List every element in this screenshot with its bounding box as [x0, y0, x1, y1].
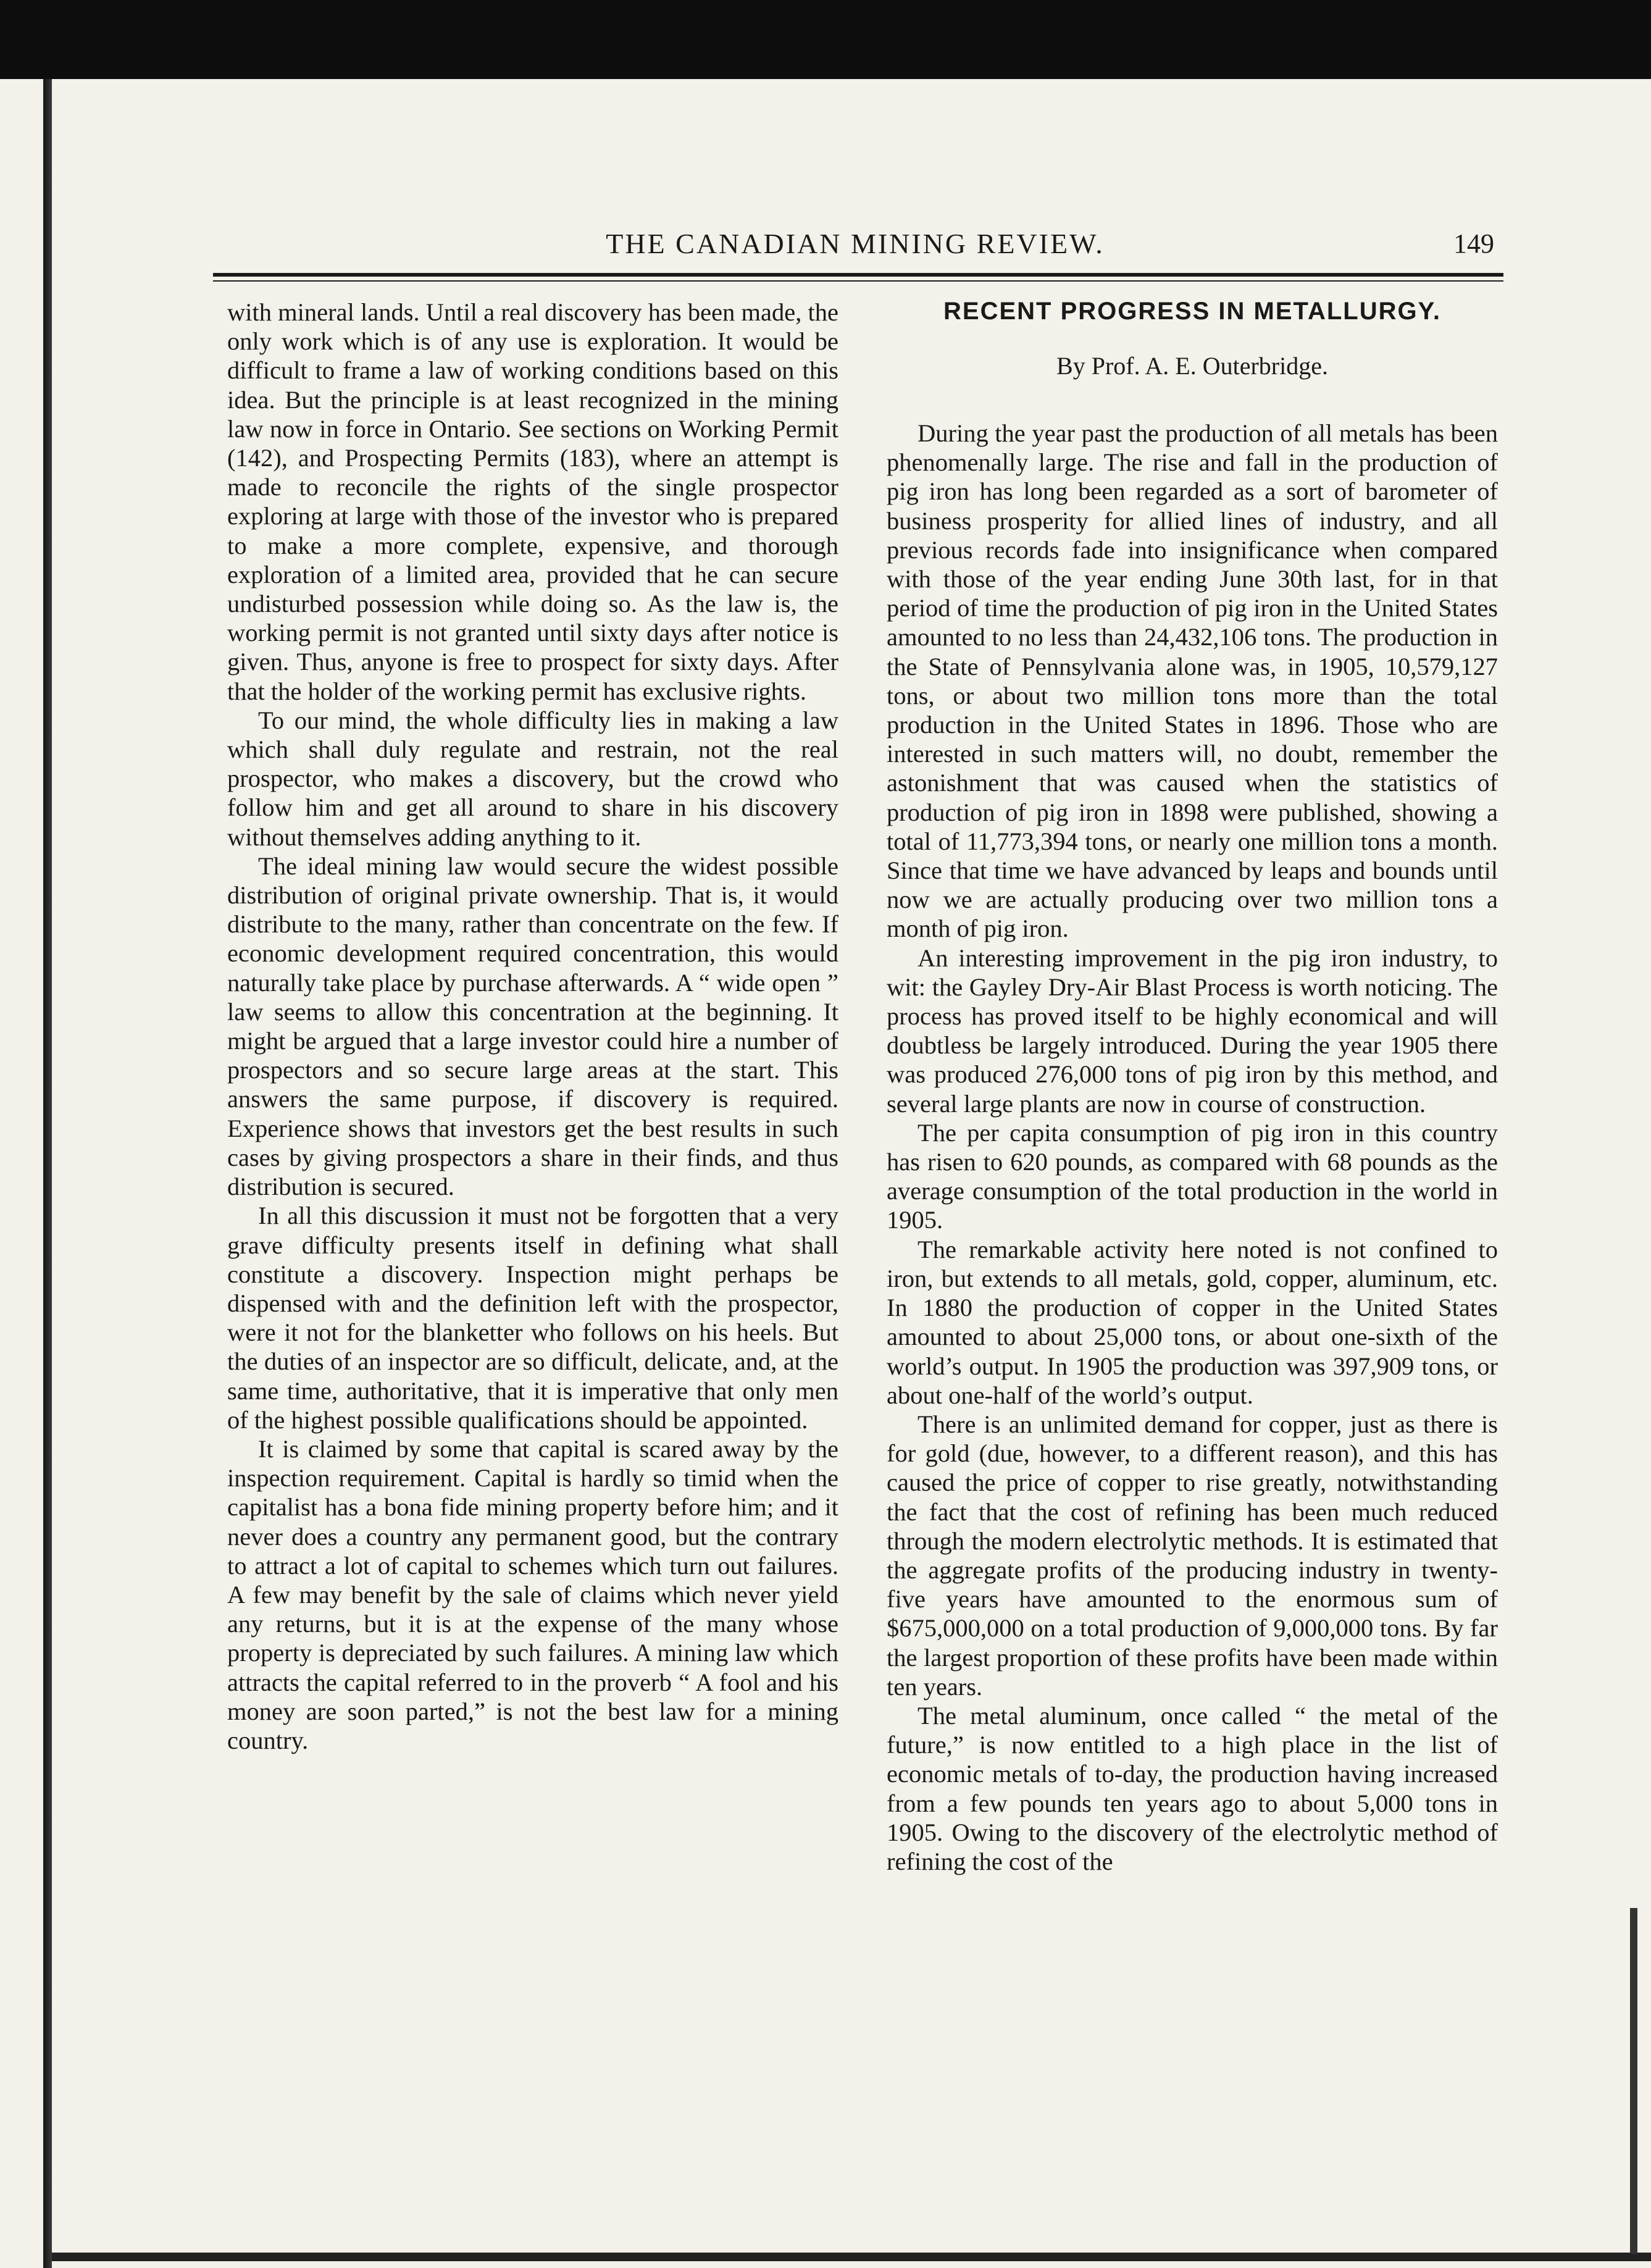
- paragraph: with mineral lands. Until a real discovery has been made, the only work which is of any use is exploration. It would be difficult to frame a law of working conditions based on this idea. But the principle is at least recognized in the mining law now in force in Ontario. See sections on Working Permit (142), and Prospecting Permits (183), where an attempt is made to reconcile the rights of the single prospector exploring at large with those of the investor who is prepared to make a more complete, expensive, and thorough exploration of a limited area, provided that he can secure undisturbed possession while doing so. As the law is, the working permit is not granted until sixty days after notice is given. Thus, anyone is free to prospect for sixty days. After that the holder of the working permit has exclusive rights.: [227, 298, 838, 705]
- scan-left-edge: [43, 79, 52, 2268]
- paragraph: To our mind, the whole difficulty lies in making a law which shall duly regulate and restrain, not the real prospector, who makes a discovery, but the crowd who follow him and get all around to share in his discovery without themselves adding anything to it.: [227, 706, 838, 851]
- paragraph: The per capita consumption of pig iron in this country has risen to 620 pounds, as compared with 68 pounds as the average consumption of the total production in the world in 1905.: [887, 1118, 1498, 1234]
- paragraph: The remarkable activity here noted is not confined to iron, but extends to all metals, gold, copper, aluminum, etc. In 1880 the production of copper in the United States amounted to about 25,000 tons, or about one-sixth of the world’s output. In 1905 the production was 397,909 tons, or about one-half of the world’s output.: [887, 1235, 1498, 1409]
- article-title: RECENT PROGRESS IN METALLURGY.: [943, 298, 1441, 325]
- page-number: 149: [1453, 228, 1494, 259]
- scan-bottom-edge: [52, 2253, 1651, 2261]
- paragraph: It is claimed by some that capital is scared away by the inspection requirement. Capital is hardly so timid when the capitalist has a bona fide mining property before him; and it never does a country any permanent good, but the contrary to attract a lot of capital to schemes which turn out failures. A few may benefit by the sale of claims which never yield any returns, but it is at the expense of the many whose property is depreciated by such failures. A mining law which attracts the capital referred to in the proverb “ A fool and his money are soon parted,” is not the best law for a mining country.: [227, 1434, 838, 1754]
- byline: By Prof. A. E. Outerbridge.: [1056, 352, 1328, 380]
- paragraph: In all this discussion it must not be forgotten that a very grave difficulty presents itself in defining what shall constitute a discovery. Inspection might perhaps be dispensed with and the definition left with the prospector, were it not for the blanketter who follows on his heels. But the duties of an inspector are so difficult, delicate, and, at the same time, authoritative, that it is imperative that only men of the highest possible qualifications should be appointed.: [227, 1202, 838, 1434]
- left-column: [227, 298, 838, 1755]
- paragraph: An interesting improvement in the pig iron industry, to wit: the Gayley Dry-Air Blast Process is worth noticing. The process has proved itself to be highly economical and will doubtless be largely introduced. During the year 1905 there was produced 276,000 tons of pig iron by this method, and several large plants are now in course of construction.: [887, 944, 1498, 1118]
- journal-title: THE CANADIAN MINING REVIEW.: [606, 228, 1105, 259]
- right-column: [887, 293, 1498, 1876]
- scan-right-edge: [1630, 1908, 1637, 2254]
- paragraph: The ideal mining law would secure the widest possible distribution of original private ownership. That is, it would distribute to the many, rather than concentrate on the few. If economic development required concentration, this would naturally take place by purchase afterwards. A “ wide open ” law seems to allow this concentration at the beginning. It might be argued that a large investor could hire a number of prospectors and so secure large areas at the start. This answers the same purpose, if discovery is required. Experience shows that investors get the best results in such cases by giving prospectors a share in their finds, and thus distribution is secured.: [227, 852, 838, 1201]
- paragraph: There is an unlimited demand for copper, just as there is for gold (due, however, to a different reason), and this has caused the price of copper to rise greatly, notwithstanding the fact that the cost of refining has been much reduced through the modern electrolytic methods. It is estimated that the aggregate profits of the producing industry in twenty-five years have amounted to the enormous sum of $675,000,000 on a total production of 9,000,000 tons. By far the largest proportion of these profits have been made within ten years.: [887, 1410, 1498, 1701]
- scan-top-border: [0, 0, 1651, 79]
- running-header: [210, 222, 1500, 266]
- paragraph: During the year past the production of all metals has been phenomenally large. The rise and fall in the production of pig iron has long been regarded as a sort of barometer of business prosperity for allied lines of industry, and all previous records fade into insignificance when compared with those of the year ending June 30th last, for in that period of time the production of pig iron in the United States amounted to no less than 24,432,106 tons. The production in the State of Pennsylvania alone was, in 1905, 10,579,127 tons, or about two million tons more than the total production in the United States in 1896. Those who are interested in such matters will, no doubt, remember the astonishment that was caused when the statistics of production of pig iron in 1898 were published, showing a total of 11,773,394 tons, or nearly one million tons a month. Since that time we have advanced by leaps and bounds until now we are actually producing over two million tons a month of pig iron.: [887, 419, 1498, 943]
- paragraph: The metal aluminum, once called “ the metal of the future,” is now entitled to a high place in the list of economic metals of to-day, the production having increased from a few pounds ten years ago to about 5,000 tons in 1905. Owing to the discovery of the electrolytic method of refining the cost of the: [887, 1701, 1498, 1875]
- header-rule-thin: [213, 280, 1503, 282]
- header-rule-thick: [213, 273, 1503, 277]
